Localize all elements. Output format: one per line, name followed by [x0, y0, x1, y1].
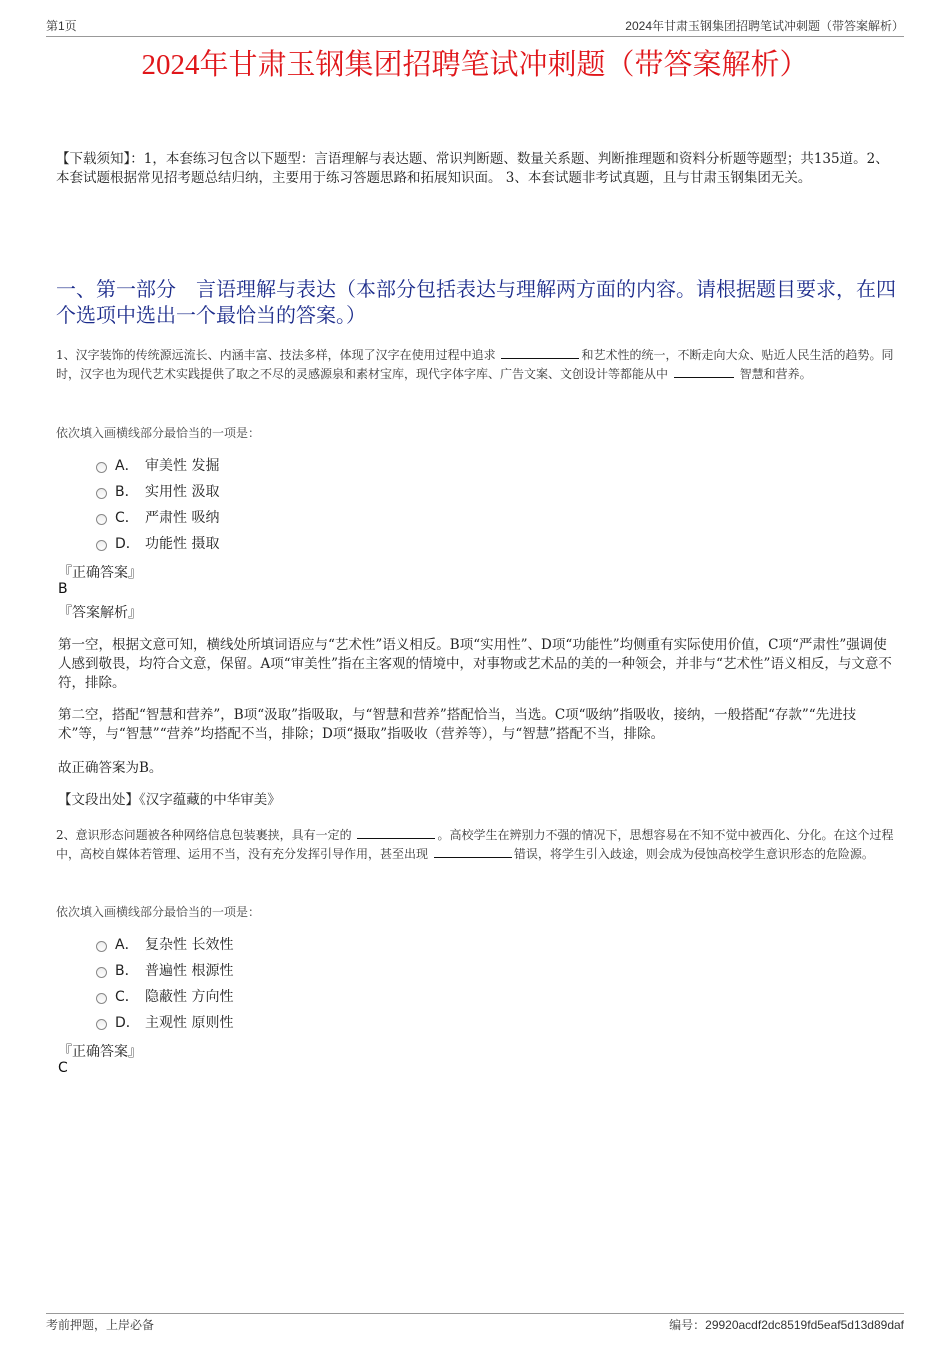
page-header: [46, 14, 904, 37]
radio-icon[interactable]: [96, 488, 107, 499]
source-citation: 【文段出处】《汉字蕴藏的中华审美》: [58, 792, 281, 808]
page-number: 第1页: [46, 19, 77, 33]
correct-answer-label: 『正确答案』: [58, 565, 142, 581]
analysis-conclusion: 故正确答案为B。: [58, 760, 163, 776]
correct-answer-value: C: [58, 1060, 68, 1076]
option-d[interactable]: D． 主观性 原则性: [96, 1009, 233, 1035]
blank-1: [357, 826, 435, 839]
radio-icon[interactable]: [96, 462, 107, 473]
radio-icon[interactable]: [96, 993, 107, 1004]
option-a[interactable]: A． 复杂性 长效性: [96, 931, 233, 957]
option-a[interactable]: A． 审美性 发掘: [96, 452, 219, 478]
question-2-options: [96, 931, 233, 1035]
question-1-instruction: 依次填入画横线部分最恰当的一项是：: [56, 426, 261, 440]
option-c[interactable]: C． 隐蔽性 方向性: [96, 983, 233, 1009]
option-c[interactable]: C． 严肃性 吸纳: [96, 504, 219, 530]
question-1-stem: 1、汉字装饰的传统源远流长、内涵丰富、技法多样，体现了汉字在使用过程中追求 和艺术性的统一，不断走向大众、贴近人民生活的趋势。同时，汉字也为现代艺术实践提供了取之不尽的灵感源泉和素材宝库，现代字体字库、广告文案、文创设计等都能从中 智慧和营养。: [56, 348, 894, 381]
option-d[interactable]: D． 功能性 摄取: [96, 530, 219, 556]
analysis-label: 『答案解析』: [58, 605, 142, 621]
document-title: 2024年甘肃玉钢集团招聘笔试冲刺题（带答案解析）: [141, 49, 809, 81]
radio-icon[interactable]: [96, 967, 107, 978]
radio-icon[interactable]: [96, 1019, 107, 1030]
question-2-stem: 2、意识形态问题被各种网络信息包装裹挟，具有一定的 。高校学生在辨别力不强的情况下，思想容易在不知不觉中被西化、分化。在这个过程中，高校自媒体若管理、运用不当，没有充分发挥引导作用，甚至出现 错误，将学生引入歧途，则会成为侵蚀高校学生意识形态的危险源。: [56, 828, 894, 861]
blank-1: [501, 346, 579, 359]
page-footer: [46, 1313, 904, 1333]
question-2-instruction: 依次填入画横线部分最恰当的一项是：: [56, 905, 261, 919]
blank-2: [434, 845, 512, 858]
radio-icon[interactable]: [96, 514, 107, 525]
footer-serial: 编号：29920acdf2dc8519fd5eaf5d13d89daf: [669, 1318, 904, 1332]
radio-icon[interactable]: [96, 941, 107, 952]
footer-slogan: 考前押题，上岸必备: [46, 1318, 155, 1332]
analysis-paragraph-2: 第二空，搭配“智慧和营养”，B项“汲取”指吸取，与“智慧和营养”搭配恰当，当选。C项“吸纳”指吸收，接纳，一般搭配“存款”“先进技术”等，与“智慧”“营养”均搭配不当，排除；D项“摄取”指吸收（营养等），与“智慧”搭配不当，排除。: [58, 707, 857, 742]
header-doc-name: 2024年甘肃玉钢集团招聘笔试冲刺题（带答案解析）: [625, 19, 904, 33]
blank-2: [674, 365, 734, 378]
section-title: 一、第一部分 言语理解与表达（本部分包括表达与理解两方面的内容。请根据题目要求，在四个选项中选出一个最恰当的答案。）: [56, 277, 896, 327]
option-b[interactable]: B． 实用性 汲取: [96, 478, 219, 504]
download-notice: 【下载须知】：1，本套练习包含以下题型：言语理解与表达题、常识判断题、数量关系题、判断推理题和资料分析题等题型；共135道。2、本套试题根据常见招考题总结归纳，主要用于练习答题思路和拓展知识面。 3、本套试题非考试真题，且与甘肃玉钢集团无关。: [56, 151, 889, 186]
radio-icon[interactable]: [96, 540, 107, 551]
correct-answer-label: 『正确答案』: [58, 1044, 142, 1060]
analysis-paragraph-1: 第一空，根据文意可知，横线处所填词语应与“艺术性”语义相反。B项“实用性”、D项“功能性”均侧重有实际使用价值，C项“严肃性”强调使人感到敬畏，均符合文意，保留。A项“审美性”指在主客观的情境中，对事物或艺术品的美的一种领会，并非与“艺术性”语义相反，与文意不符，排除。: [58, 637, 892, 691]
option-b[interactable]: B． 普遍性 根源性: [96, 957, 233, 983]
question-1-options: [96, 452, 219, 556]
correct-answer-value: B: [58, 581, 68, 597]
